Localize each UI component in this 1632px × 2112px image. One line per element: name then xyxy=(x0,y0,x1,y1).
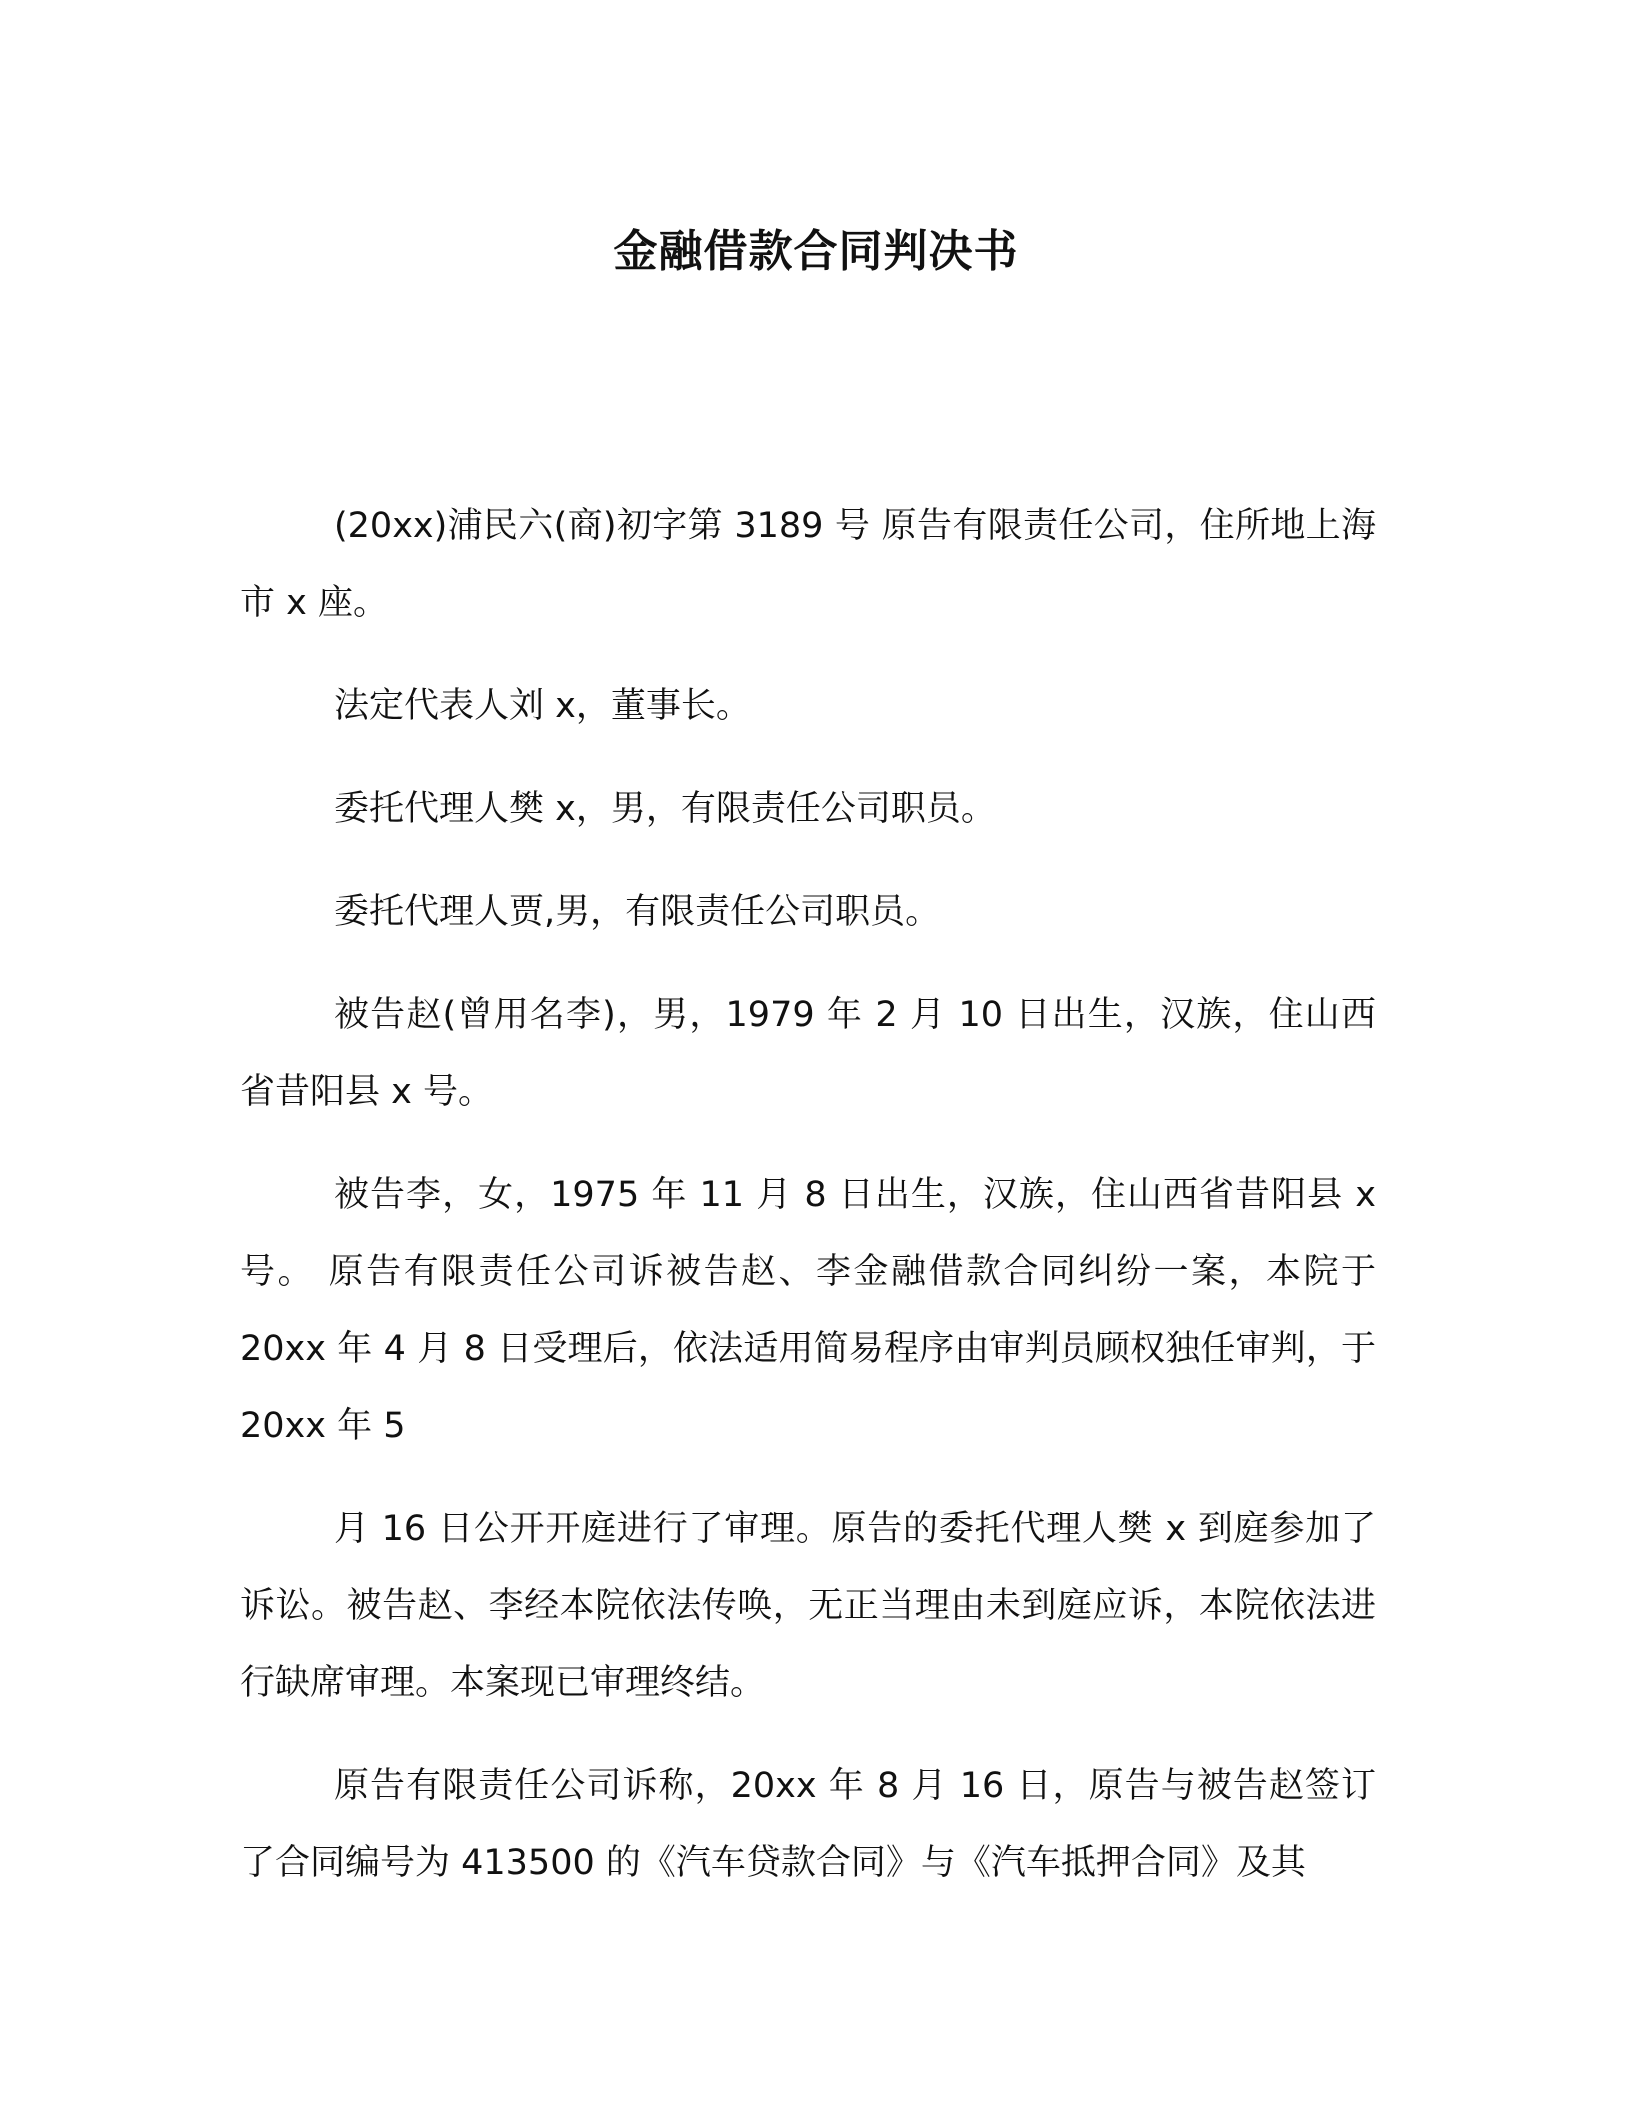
document-body xyxy=(240,488,1376,1928)
paragraph-agent-fan: 委托代理人樊 x，男，有限责任公司职员。 xyxy=(334,789,996,829)
paragraph-plaintiff-claim: 原告有限责任公司诉称，20xx 年 8 月 16 日，原告与被告赵签订了合同编号为 413500 的《汽车贷款合同》与《汽车抵押合同》及其 xyxy=(240,1766,1376,1883)
document-title: 金融借款合同判决书 xyxy=(613,226,1019,277)
paragraph-defendant-zhao: 被告赵(曾用名李)，男，1979 年 2 月 10 日出生，汉族，住山西省昔阳县 x 号。 xyxy=(240,995,1376,1112)
paragraph-case-number: (20xx)浦民六(商)初字第 3189 号 原告有限责任公司，住所地上海市 x 座。 xyxy=(240,506,1376,623)
paragraph-legal-representative: 法定代表人刘 x，董事长。 xyxy=(334,686,751,726)
paragraph-defendant-li: 被告李，女，1975 年 11 月 8 日出生，汉族，住山西省昔阳县 x 号。 原告有限责任公司诉被告赵、李金融借款合同纠纷一案，本院于 20xx 年 4 月 8 日受理后，依法适用简易程序由审判员顾权独任审判，于 20xx 年 5 xyxy=(240,1175,1376,1446)
paragraph-agent-jia: 委托代理人贾,男，有限责任公司职员。 xyxy=(334,892,941,932)
paragraph-trial: 月 16 日公开开庭进行了审理。原告的委托代理人樊 x 到庭参加了诉讼。被告赵、李经本院依法传唤，无正当理由未到庭应诉，本院依法进行缺席审理。本案现已审理终结。 xyxy=(240,1509,1376,1703)
